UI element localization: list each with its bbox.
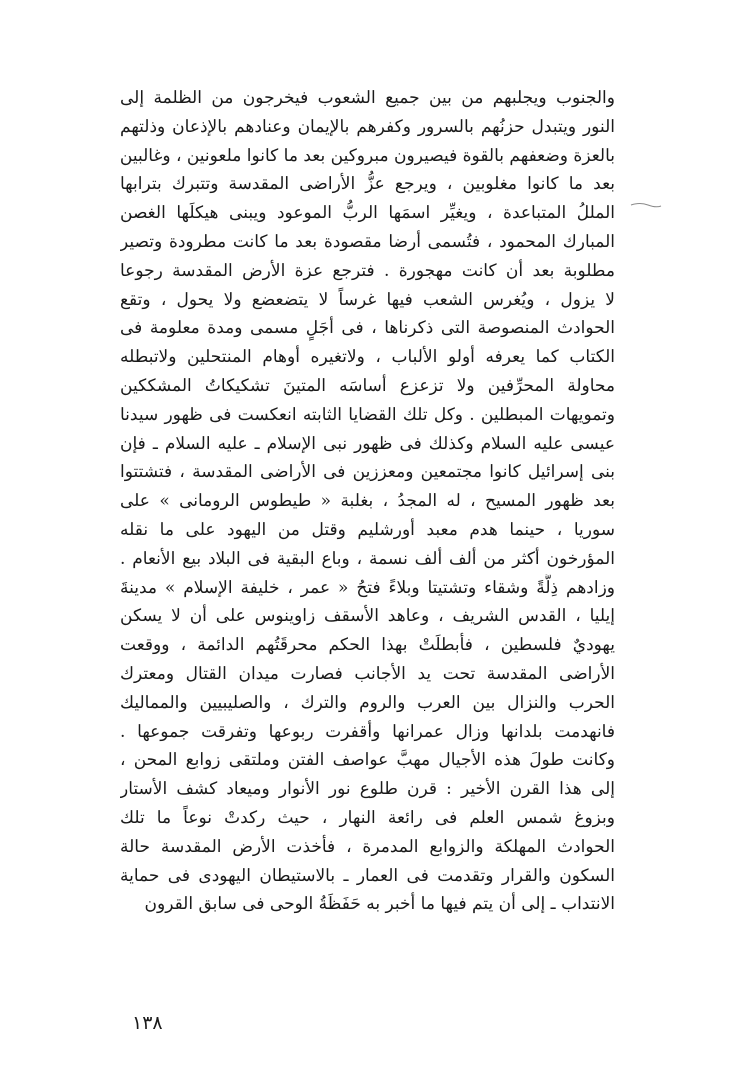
margin-pencil-mark	[630, 200, 662, 210]
text-line: الحوادث المهلكة والزوابع المدمرة ، فأخذت الأرض المقدسة حالة	[120, 836, 615, 857]
text-line: فانهدمت بلدانها وزال عمرانها وأقفرت ربوعها وتفرقت جموعها .	[120, 721, 615, 742]
text-line: السكون والقرار وتقدمت فى العمار ـ بالاستيطان اليهودى فى حماية	[120, 865, 615, 886]
text-line: وبزوغ شمس العلم فى رائعة النهار ، حيث ركدتْ نوعاً ما تلك	[120, 807, 615, 828]
text-line: والجنوب ويجلبهم من بين جميع الشعوب فيخرجون من الظلمة إلى	[120, 88, 615, 108]
body-text	[120, 84, 615, 919]
text-line: وزادهم ذِلَّةً وشقاء وتشتيتا وبلاءً فتحُ « عمر ، خليفة الإسلام » مدينةَ	[120, 577, 615, 598]
text-line: النور ويتبدل حزنُهم بالسرور وكفرهم بالإيمان وعنادهم بالإذعان وذلتهم	[120, 116, 615, 137]
text-line: مطلوبة بعد أن كانت مهجورة . فترجع عزة الأرض المقدسة رجوعا	[120, 260, 615, 281]
text-line: وتمويهات المبطلين . وكل تلك القضايا الثابته انعكست فى ظهور سيدنا	[120, 404, 615, 425]
text-line: إلى هذا القرن الأخير : قرن طلوع نور الأنوار وميعاد كشف الأستار	[120, 779, 615, 800]
text-line: المبارك المحمود ، فتُسمى أرضا مقصودة بعد ما كانت مطرودة وتصير	[120, 231, 615, 252]
text-line: المؤرخون أكثر من ألف ألف نسمة ، وباع البقية فى البلاد بيع الأنعام .	[120, 548, 615, 569]
text-line: بنى إسرائيل كانوا مجتمعين ومعززين فى الأراضى المقدسة ، فتشتتوا	[120, 462, 615, 483]
text-line: الكتاب كما يعرفه أولو الألباب ، ولاتغيره أوهام المنتحلين ولاتبطله	[120, 347, 615, 368]
text-line: بعد ظهور المسيح ، له المجدُ ، بغلبة « طيطوس الرومانى » على	[120, 491, 615, 512]
text-line: المللُ المتباعدة ، ويغيِّر اسمَها الربُّ الموعود ويبنى هيكلَها الغصن	[120, 203, 615, 224]
text-line: الحوادث المنصوصة التى ذكرناها ، فى أجَلٍ مسمى ومدة معلومة فى	[120, 318, 615, 339]
text-line: بالعزة وضعفهم بالقوة فيصيرون مبروكين بعد ما كانوا ملعونين ، وغالبين	[120, 145, 615, 166]
text-line: يهوديٌ فلسطين ، فأبطلَتْ بهذا الحكم محرقَتُهم الدائمة ، ووقعت	[120, 635, 615, 656]
text-line: محاولة المحرِّفين ولا تزعزع أساسَه المتينَ تشكيكاتُ المشككين	[120, 375, 615, 396]
text-line: لا يزول ، ويُغرس الشعب فيها غرساً لا يتضعضع ولا يحول ، وتقع	[120, 289, 615, 310]
text-line: الأراضى المقدسة تحت يد الأجانب فصارت ميدان القتال ومعترك	[120, 663, 615, 684]
text-line: سوريا ، حينما هدم معبد أورشليم وقتل من اليهود على ما نقله	[120, 519, 615, 540]
text-line: بعد ما كانوا مغلوبين ، ويرجع عزُّ الأراضى المقدسة وتتبرك بترابها	[120, 174, 615, 195]
text-line: إيليا ، القدس الشريف ، وعاهد الأسقف زاوينوس على أن لا يسكن	[120, 606, 615, 627]
text-line: الحرب والنزال بين العرب والروم والترك ، والصليبيين والمماليك	[120, 692, 615, 713]
text-line: وكانت طولَ هذه الأجيال مهبَّ عواصف الفتن وملتقى زوابع المحن ،	[120, 750, 615, 771]
text-line: الانتداب ـ إلى أن يتم فيها ما أخبر به حَفَظَةُ الوحى فى سابق القرون	[144, 894, 615, 915]
text-line: عيسى عليه السلام وكذلك فى ظهور نبى الإسلام ـ عليه السلام ـ فإن	[120, 433, 615, 454]
page-number: ١٣٨	[132, 1012, 163, 1034]
